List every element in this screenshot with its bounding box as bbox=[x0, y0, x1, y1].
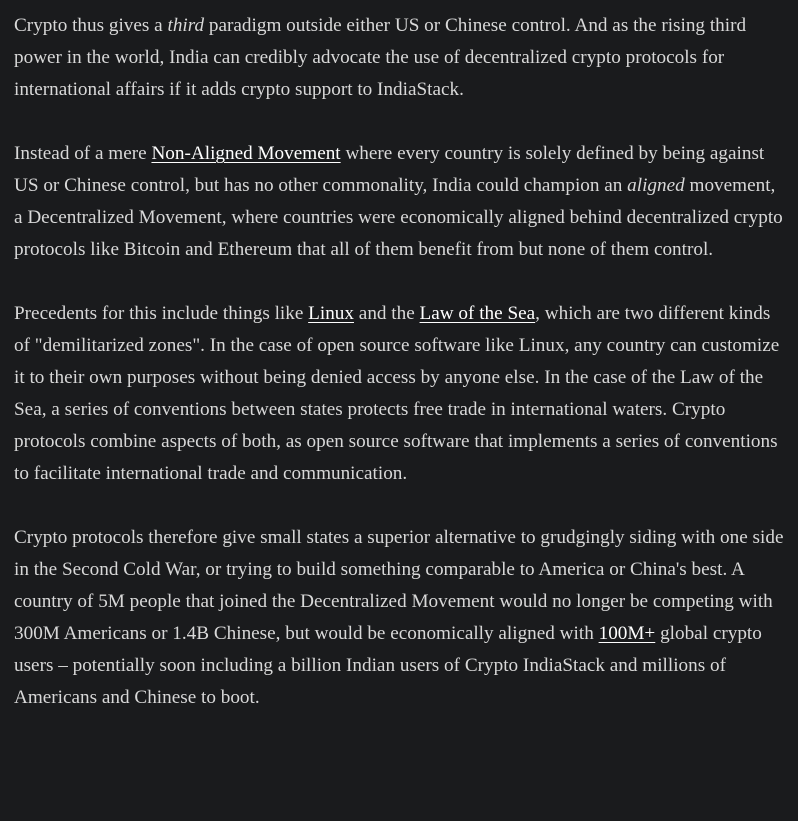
text-segment: global crypto users – potentially soon including a billion Indian users of Crypto IndiaStack and millions of Americans and Chinese to boot. bbox=[14, 623, 762, 708]
text-segment: paradigm outside either US or Chinese control. And as the rising third power in the world, India can credibly advocate the use of decentralized crypto protocols for international affairs if it adds crypto support to IndiaStack. bbox=[14, 15, 747, 100]
paragraph-aligned-movement bbox=[14, 138, 784, 266]
link-non-aligned-movement[interactable]: Non-Aligned Movement bbox=[151, 143, 341, 164]
text-segment: Instead of a mere bbox=[14, 143, 152, 164]
link-law-of-the-sea[interactable]: Law of the Sea bbox=[419, 303, 536, 324]
paragraph-precedents bbox=[14, 298, 784, 490]
link-100m-plus[interactable]: 100M+ bbox=[598, 623, 656, 644]
text-segment: Precedents for this include things like bbox=[14, 303, 309, 324]
text-segment: Crypto protocols therefore give small states a superior alternative to grudgingly siding with one side in the Second Cold War, or trying to build something comparable to America or China's best. A country of 5M people that joined the Decentralized Movement would no longer be competing with 300M Americans or 1.4B Chinese, but would be economically aligned with bbox=[14, 527, 784, 644]
link-linux[interactable]: Linux bbox=[308, 303, 354, 324]
text-segment: , which are two different kinds of "demilitarized zones". In the case of open source software like Linux, any country can customize it to their own purposes without being denied access by anyone else. In the case of the Law of the Sea, a series of conventions between states protects free trade in international waters. Crypto protocols combine aspects of both, as open source software that implements a series of conventions to facilitate international trade and communication. bbox=[14, 303, 780, 484]
paragraph-small-states bbox=[14, 522, 784, 714]
text-segment: where every country is solely defined by being against US or Chinese control, but has no other commonality, India could champion an bbox=[14, 143, 765, 196]
emphasis-aligned: aligned bbox=[627, 175, 685, 196]
text-segment: Crypto thus gives a bbox=[14, 15, 168, 36]
text-segment: and the bbox=[354, 303, 420, 324]
paragraph-third-paradigm bbox=[14, 10, 784, 106]
emphasis-third: third bbox=[167, 15, 205, 36]
text-segment: movement, a Decentralized Movement, where countries were economically aligned behind decentralized crypto protocols like Bitcoin and Ethereum that all of them benefit from but none of them control. bbox=[14, 175, 783, 260]
